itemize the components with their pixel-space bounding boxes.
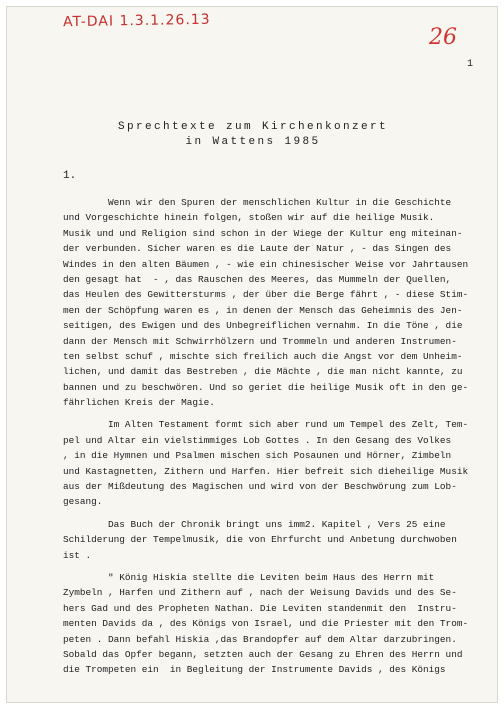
text-line: den gesagt hat - , das Rauschen des Meeres, das Mummeln der Quellen, <box>63 273 452 285</box>
text-line: Im Alten Testament formt sich aber rund um Tempel des Zelt, Tem- <box>63 419 469 431</box>
text-line: lichen, und damit das Bestreben , die Mächte , die man nicht kannte, zu <box>63 366 463 378</box>
text-line: Das Buch der Chronik bringt uns imm2. Kapitel , Vers 25 eine <box>63 518 446 530</box>
text-line: seitigen, des Ewigen und des Unbegreiflichen vernahm. In die Töne , die <box>63 320 463 332</box>
page-number: 1 <box>467 59 474 70</box>
text-line: die Trompeten ein in Begleitung der Instrumente Davids , des Königs <box>63 664 446 676</box>
text-line: bannen und zu beschwören. Und so geriet die heilige Musik oft in den ge- <box>63 381 469 393</box>
document-page <box>6 6 498 703</box>
text-line: Sobald das Opfer begann, setzten auch der Gesang zu Ehren des Herrn und <box>63 648 463 660</box>
title-line-2: in Wattens 1985 <box>185 136 321 148</box>
text-line: ten selbst schuf , mischte sich freilich auch die Angst vor dem Unheim- <box>63 350 463 362</box>
text-line: und Vorgeschichte hinein folgen, stoßen wir auf die heilige Musik. <box>63 212 435 224</box>
section-number: 1. <box>63 170 77 182</box>
text-line: Windes in den alten Bäumen , - wie ein chinesischer Weise vor Jahrtausen <box>63 258 469 270</box>
text-line: pel und Altar ein vielstimmiges Lob Gottes . In den Gesang des Volkes <box>63 434 452 446</box>
text-line: Schilderung der Tempelmusik, die von Ehrfurcht und Anbetung durchwoben <box>63 534 457 546</box>
text-line: aus der Mißdeutung des Magischen und wird von der Beschwörung zum Lob- <box>63 481 457 493</box>
body-text <box>63 195 493 678</box>
title-line-1: Sprechtexte zum Kirchenkonzert <box>117 121 389 133</box>
text-line: menten Davids da , des Königs von Israel, und die Priester mit den Trom- <box>63 618 469 630</box>
archive-code: AT-DAI 1.3.1.26.13 <box>62 11 211 31</box>
text-line: gesang. <box>63 496 103 508</box>
paragraph-gap <box>63 510 493 517</box>
text-line: , in die Hymnen und Psalmen mischen sich Posaunen und Hörner, Zimbeln <box>63 450 452 462</box>
paragraph-gap <box>63 410 493 417</box>
text-line: men der Schöpfung waren es , in denen der Mensch das Geheimnis des Jen- <box>63 304 463 316</box>
text-line: und Kastagnetten, Zithern und Harfen. Hier befreit sich dieheilige Musik <box>63 465 469 477</box>
text-line: Musik und und Religion sind schon in der Wiege der Kultur eng miteinan- <box>63 227 463 239</box>
text-line: der verbunden. Sicher waren es die Laute der Natur , - das Singen des <box>63 243 452 255</box>
manuscript-number: 26 <box>429 25 457 50</box>
text-line: das Heulen des Gewittersturms , der über die Berge fährt , - diese Stim- <box>63 289 469 301</box>
paragraph-gap <box>63 563 493 570</box>
text-line: peten . Dann befahl Hiskia ,das Brandopfer auf dem Altar darzubringen. <box>63 633 457 645</box>
text-line: Wenn wir den Spuren der menschlichen Kultur in die Geschichte <box>63 197 452 208</box>
text-line: " König Hiskia stellte die Leviten beim Haus des Herrn mit <box>63 571 435 583</box>
text-line: hers Gad und des Propheten Nathan. Die Leviten standenmit den Instru- <box>63 602 457 614</box>
text-line: fährlichen Kreis der Magie. <box>63 397 215 409</box>
text-line: Zymbeln , Harfen und Zithern auf , nach der Weisung Davids und des Se- <box>63 587 457 599</box>
text-line: ist . <box>63 549 92 561</box>
text-line: dann der Mensch mit Schwirrhölzern und Trommeln und anderen Instrumen- <box>63 335 457 347</box>
